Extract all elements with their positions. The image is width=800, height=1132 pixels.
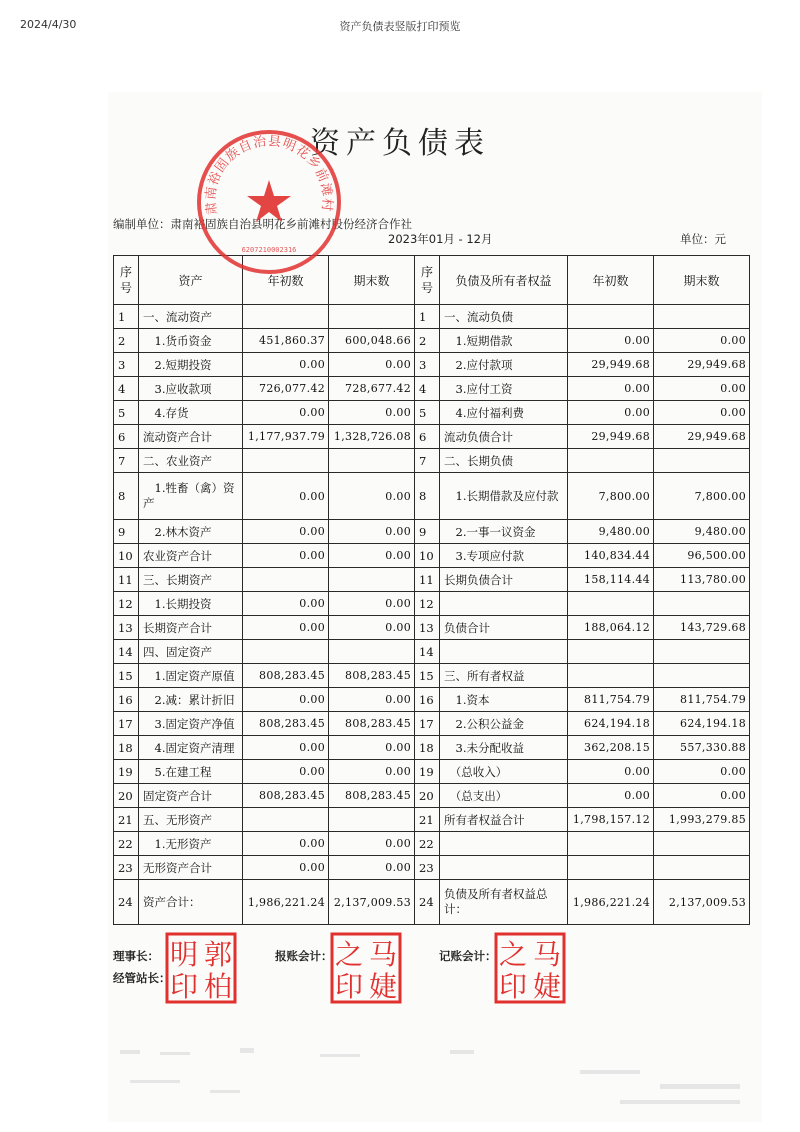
asset-end-cell: 0.00 xyxy=(329,473,415,520)
seq-cell: 24 xyxy=(114,880,139,925)
asset-name-cell: 三、长期资产 xyxy=(139,568,243,592)
table-row xyxy=(114,568,750,592)
seal-glyph: 明 xyxy=(169,938,199,971)
liability-name-cell: 流动负债合计 xyxy=(440,425,568,449)
liability-begin-cell xyxy=(568,664,654,688)
report-accountant-label: 报账会计： xyxy=(275,949,333,963)
asset-end-cell xyxy=(329,568,415,592)
seq-cell-2: 9 xyxy=(415,520,440,544)
liability-end-cell: 2,137,009.53 xyxy=(654,880,750,925)
asset-begin-cell: 808,283.45 xyxy=(243,784,329,808)
official-seal-graphic xyxy=(195,128,343,276)
liability-name-cell xyxy=(440,592,568,616)
seq-cell-2: 3 xyxy=(415,353,440,377)
liability-name-cell: 二、长期负债 xyxy=(440,449,568,473)
liability-end-cell xyxy=(654,305,750,329)
liability-begin-cell: 29,949.68 xyxy=(568,425,654,449)
asset-name-cell: 1.牲畜（禽）资产 xyxy=(139,473,243,520)
seq-cell-2: 15 xyxy=(415,664,440,688)
table-row xyxy=(114,736,750,760)
header-liabilities: 负债及所有者权益 xyxy=(440,256,568,305)
liability-begin-cell xyxy=(568,305,654,329)
liability-begin-cell xyxy=(568,640,654,664)
table-row xyxy=(114,425,750,449)
seq-cell: 15 xyxy=(114,664,139,688)
asset-name-cell: 无形资产合计 xyxy=(139,856,243,880)
liability-begin-cell: 1,798,157.12 xyxy=(568,808,654,832)
seq-cell-2: 11 xyxy=(415,568,440,592)
liability-begin-cell: 140,834.44 xyxy=(568,544,654,568)
seq-cell: 21 xyxy=(114,808,139,832)
liability-begin-cell: 0.00 xyxy=(568,784,654,808)
asset-begin-cell: 808,283.45 xyxy=(243,712,329,736)
seq-cell-2: 12 xyxy=(415,592,440,616)
liability-name-cell: 一、流动负债 xyxy=(440,305,568,329)
asset-begin-cell xyxy=(243,568,329,592)
seq-cell: 19 xyxy=(114,760,139,784)
asset-end-cell: 808,283.45 xyxy=(329,664,415,688)
seq-cell-2: 23 xyxy=(415,856,440,880)
asset-begin-cell: 0.00 xyxy=(243,688,329,712)
seq-cell: 7 xyxy=(114,449,139,473)
liability-name-cell: （总支出） xyxy=(440,784,568,808)
liability-end-cell: 624,194.18 xyxy=(654,712,750,736)
asset-end-cell: 728,677.42 xyxy=(329,377,415,401)
liability-name-cell: 3.未分配收益 xyxy=(440,736,568,760)
liability-end-cell: 7,800.00 xyxy=(654,473,750,520)
seq-cell: 1 xyxy=(114,305,139,329)
liability-name-cell: 1.长期借款及应付款 xyxy=(440,473,568,520)
asset-name-cell: 5.在建工程 xyxy=(139,760,243,784)
liability-begin-cell: 1,986,221.24 xyxy=(568,880,654,925)
seq-cell: 11 xyxy=(114,568,139,592)
asset-begin-cell: 451,860.37 xyxy=(243,329,329,353)
table-row xyxy=(114,664,750,688)
print-date: 2024/4/30 xyxy=(20,18,77,31)
asset-name-cell: 1.固定资产原值 xyxy=(139,664,243,688)
liability-begin-cell: 158,114.44 xyxy=(568,568,654,592)
table-row xyxy=(114,760,750,784)
seal-glyph: 印 xyxy=(334,970,364,1003)
seq-cell: 13 xyxy=(114,616,139,640)
liability-begin-cell: 9,480.00 xyxy=(568,520,654,544)
asset-begin-cell xyxy=(243,640,329,664)
seal-glyph: 马 xyxy=(368,938,398,971)
seq-cell: 22 xyxy=(114,832,139,856)
official-seal-text: 肃南裕固族自治县明花乡前滩村 xyxy=(203,134,335,216)
table-row xyxy=(114,856,750,880)
asset-name-cell: 2.林木资产 xyxy=(139,520,243,544)
seq-cell: 17 xyxy=(114,712,139,736)
liability-end-cell: 96,500.00 xyxy=(654,544,750,568)
header-asset: 资产 xyxy=(139,256,243,305)
bookkeeper-seal xyxy=(494,932,566,1004)
liability-end-cell: 0.00 xyxy=(654,401,750,425)
seq-cell: 6 xyxy=(114,425,139,449)
table-row xyxy=(114,544,750,568)
asset-end-cell: 0.00 xyxy=(329,353,415,377)
asset-begin-cell xyxy=(243,449,329,473)
asset-end-cell: 0.00 xyxy=(329,544,415,568)
liability-begin-cell: 0.00 xyxy=(568,377,654,401)
asset-name-cell: 资产合计： xyxy=(139,880,243,925)
document-title: 资产负债表 xyxy=(310,126,490,161)
asset-name-cell: 1.无形资产 xyxy=(139,832,243,856)
asset-name-cell: 一、流动资产 xyxy=(139,305,243,329)
seal-glyph: 印 xyxy=(498,970,528,1003)
liability-end-cell xyxy=(654,664,750,688)
table-row xyxy=(114,449,750,473)
seq-cell-2: 19 xyxy=(415,760,440,784)
liability-end-cell xyxy=(654,640,750,664)
table-row xyxy=(114,712,750,736)
liability-name-cell: 4.应付福利费 xyxy=(440,401,568,425)
print-preview-title: 资产负债表竖版打印预览 xyxy=(339,20,461,33)
liability-name-cell: 3.专项应付款 xyxy=(440,544,568,568)
liability-end-cell: 557,330.88 xyxy=(654,736,750,760)
asset-name-cell: 4.固定资产清理 xyxy=(139,736,243,760)
liability-begin-cell xyxy=(568,856,654,880)
liability-end-cell: 9,480.00 xyxy=(654,520,750,544)
liability-name-cell xyxy=(440,832,568,856)
seal-glyph: 婕 xyxy=(368,970,398,1003)
seq-cell: 10 xyxy=(114,544,139,568)
seal-graphic xyxy=(494,932,566,1004)
seal-glyph: 之 xyxy=(498,938,528,971)
asset-name-cell: 二、农业资产 xyxy=(139,449,243,473)
compiling-unit: 编制单位：肃南裕固族自治县明花乡前滩村股份经济合作社 xyxy=(113,217,412,231)
asset-begin-cell: 0.00 xyxy=(243,401,329,425)
table-row xyxy=(114,305,750,329)
asset-end-cell: 0.00 xyxy=(329,401,415,425)
asset-end-cell: 0.00 xyxy=(329,736,415,760)
seq-cell: 4 xyxy=(114,377,139,401)
liability-begin-cell: 811,754.79 xyxy=(568,688,654,712)
asset-name-cell: 1.长期投资 xyxy=(139,592,243,616)
seq-cell-2: 13 xyxy=(415,616,440,640)
seq-cell-2: 24 xyxy=(415,880,440,925)
table-row xyxy=(114,401,750,425)
table-row xyxy=(114,808,750,832)
liability-end-cell xyxy=(654,449,750,473)
liability-end-cell: 29,949.68 xyxy=(654,353,750,377)
asset-end-cell: 0.00 xyxy=(329,616,415,640)
seal-glyph: 印 xyxy=(169,970,199,1003)
seq-cell-2: 8 xyxy=(415,473,440,520)
asset-end-cell: 0.00 xyxy=(329,520,415,544)
asset-end-cell: 808,283.45 xyxy=(329,712,415,736)
liability-end-cell: 0.00 xyxy=(654,329,750,353)
asset-begin-cell: 0.00 xyxy=(243,856,329,880)
report-accountant-seal xyxy=(330,932,402,1004)
seq-cell-2: 20 xyxy=(415,784,440,808)
report-period: 2023年01月 - 12月 xyxy=(388,232,493,246)
liability-end-cell: 0.00 xyxy=(654,760,750,784)
table-row xyxy=(114,329,750,353)
seq-cell-2: 22 xyxy=(415,832,440,856)
asset-begin-cell xyxy=(243,305,329,329)
liability-name-cell: 2.应付款项 xyxy=(440,353,568,377)
seq-cell-2: 21 xyxy=(415,808,440,832)
table-row xyxy=(114,880,750,925)
seq-cell-2: 7 xyxy=(415,449,440,473)
table-row xyxy=(114,784,750,808)
asset-begin-cell: 0.00 xyxy=(243,832,329,856)
liability-name-cell: 2.一事一议资金 xyxy=(440,520,568,544)
seq-cell: 20 xyxy=(114,784,139,808)
asset-begin-cell: 0.00 xyxy=(243,592,329,616)
seal-glyph: 之 xyxy=(334,938,364,971)
asset-name-cell: 农业资产合计 xyxy=(139,544,243,568)
asset-end-cell: 600,048.66 xyxy=(329,329,415,353)
seq-cell-2: 2 xyxy=(415,329,440,353)
asset-begin-cell: 726,077.42 xyxy=(243,377,329,401)
table-row xyxy=(114,520,750,544)
seq-cell-2: 17 xyxy=(415,712,440,736)
asset-name-cell: 1.货币资金 xyxy=(139,329,243,353)
liability-begin-cell: 624,194.18 xyxy=(568,712,654,736)
asset-end-cell: 0.00 xyxy=(329,688,415,712)
asset-begin-cell: 808,283.45 xyxy=(243,664,329,688)
liability-name-cell: 1.短期借款 xyxy=(440,329,568,353)
asset-begin-cell: 0.00 xyxy=(243,616,329,640)
seq-cell: 14 xyxy=(114,640,139,664)
liability-name-cell xyxy=(440,856,568,880)
liability-name-cell xyxy=(440,640,568,664)
liability-name-cell: （总收入） xyxy=(440,760,568,784)
chairman-seal xyxy=(165,932,237,1004)
liability-begin-cell xyxy=(568,449,654,473)
asset-begin-cell: 1,177,937.79 xyxy=(243,425,329,449)
seal-glyph: 柏 xyxy=(203,970,233,1003)
seal-glyph: 郭 xyxy=(203,938,233,971)
asset-begin-cell: 0.00 xyxy=(243,520,329,544)
seq-cell-2: 10 xyxy=(415,544,440,568)
liability-begin-cell: 0.00 xyxy=(568,329,654,353)
liability-begin-cell: 7,800.00 xyxy=(568,473,654,520)
liability-name-cell: 负债及所有者权益总计： xyxy=(440,880,568,925)
liability-name-cell: 长期负债合计 xyxy=(440,568,568,592)
seq-cell: 12 xyxy=(114,592,139,616)
asset-name-cell: 五、无形资产 xyxy=(139,808,243,832)
seq-cell: 8 xyxy=(114,473,139,520)
manager-label: 经管站长： xyxy=(113,971,171,985)
table-body xyxy=(114,305,750,925)
seal-graphic xyxy=(165,932,237,1004)
liability-begin-cell: 188,064.12 xyxy=(568,616,654,640)
header-end-2: 期末数 xyxy=(654,256,750,305)
table-row xyxy=(114,832,750,856)
header-begin-2: 年初数 xyxy=(568,256,654,305)
asset-end-cell: 808,283.45 xyxy=(329,784,415,808)
seq-cell: 3 xyxy=(114,353,139,377)
seq-cell: 18 xyxy=(114,736,139,760)
asset-end-cell: 0.00 xyxy=(329,832,415,856)
liability-begin-cell: 29,949.68 xyxy=(568,353,654,377)
liability-begin-cell: 0.00 xyxy=(568,401,654,425)
table-row xyxy=(114,377,750,401)
asset-end-cell: 0.00 xyxy=(329,760,415,784)
seq-cell: 16 xyxy=(114,688,139,712)
asset-begin-cell: 0.00 xyxy=(243,736,329,760)
seq-cell-2: 18 xyxy=(415,736,440,760)
liability-name-cell: 3.应付工资 xyxy=(440,377,568,401)
asset-end-cell xyxy=(329,640,415,664)
faded-scan-marks xyxy=(120,1040,760,1120)
seq-cell-2: 6 xyxy=(415,425,440,449)
seal-glyph: 马 xyxy=(532,938,562,971)
asset-end-cell xyxy=(329,305,415,329)
liability-end-cell: 0.00 xyxy=(654,784,750,808)
table-row xyxy=(114,353,750,377)
seq-cell: 9 xyxy=(114,520,139,544)
official-seal xyxy=(195,128,343,276)
asset-begin-cell: 0.00 xyxy=(243,760,329,784)
header-end: 期末数 xyxy=(329,256,415,305)
asset-name-cell: 4.存货 xyxy=(139,401,243,425)
header-seq: 序号 xyxy=(114,256,139,305)
liability-end-cell: 811,754.79 xyxy=(654,688,750,712)
asset-name-cell: 四、固定资产 xyxy=(139,640,243,664)
asset-name-cell: 2.减：累计折旧 xyxy=(139,688,243,712)
liability-name-cell: 所有者权益合计 xyxy=(440,808,568,832)
seq-cell: 23 xyxy=(114,856,139,880)
liability-end-cell xyxy=(654,856,750,880)
asset-begin-cell: 0.00 xyxy=(243,353,329,377)
liability-begin-cell: 362,208.15 xyxy=(568,736,654,760)
asset-begin-cell xyxy=(243,808,329,832)
asset-name-cell: 3.应收款项 xyxy=(139,377,243,401)
balance-sheet-table xyxy=(113,255,750,925)
seq-cell-2: 16 xyxy=(415,688,440,712)
asset-end-cell: 2,137,009.53 xyxy=(329,880,415,925)
table-row xyxy=(114,688,750,712)
header-seq-2: 序号 xyxy=(415,256,440,305)
official-seal-number: 6207210002316 xyxy=(241,246,297,254)
seq-cell: 2 xyxy=(114,329,139,353)
seal-graphic xyxy=(330,932,402,1004)
seal-glyph: 婕 xyxy=(532,970,562,1003)
liability-name-cell: 2.公积公益金 xyxy=(440,712,568,736)
asset-name-cell: 流动资产合计 xyxy=(139,425,243,449)
asset-end-cell: 0.00 xyxy=(329,592,415,616)
asset-end-cell: 1,328,726.08 xyxy=(329,425,415,449)
asset-name-cell: 长期资产合计 xyxy=(139,616,243,640)
asset-begin-cell: 0.00 xyxy=(243,473,329,520)
seq-cell: 5 xyxy=(114,401,139,425)
asset-name-cell: 3.固定资产净值 xyxy=(139,712,243,736)
table-row xyxy=(114,592,750,616)
seq-cell-2: 1 xyxy=(415,305,440,329)
asset-begin-cell: 1,986,221.24 xyxy=(243,880,329,925)
asset-name-cell: 2.短期投资 xyxy=(139,353,243,377)
asset-end-cell xyxy=(329,449,415,473)
liability-begin-cell: 0.00 xyxy=(568,760,654,784)
liability-end-cell: 29,949.68 xyxy=(654,425,750,449)
asset-end-cell xyxy=(329,808,415,832)
liability-name-cell: 负债合计 xyxy=(440,616,568,640)
table-row xyxy=(114,616,750,640)
table-row xyxy=(114,640,750,664)
liability-begin-cell xyxy=(568,832,654,856)
liability-name-cell: 1.资本 xyxy=(440,688,568,712)
currency-unit: 单位：元 xyxy=(680,232,726,246)
liability-end-cell xyxy=(654,832,750,856)
seq-cell-2: 4 xyxy=(415,377,440,401)
asset-begin-cell: 0.00 xyxy=(243,544,329,568)
chairman-label: 理事长： xyxy=(113,949,159,963)
liability-end-cell: 113,780.00 xyxy=(654,568,750,592)
asset-end-cell: 0.00 xyxy=(329,856,415,880)
liability-end-cell: 0.00 xyxy=(654,377,750,401)
seq-cell-2: 5 xyxy=(415,401,440,425)
table-row xyxy=(114,473,750,520)
asset-name-cell: 固定资产合计 xyxy=(139,784,243,808)
bookkeeper-label: 记账会计： xyxy=(439,949,497,963)
header-begin: 年初数 xyxy=(243,256,329,305)
seq-cell-2: 14 xyxy=(415,640,440,664)
liability-end-cell: 143,729.68 xyxy=(654,616,750,640)
liability-begin-cell xyxy=(568,592,654,616)
liability-end-cell xyxy=(654,592,750,616)
liability-name-cell: 三、所有者权益 xyxy=(440,664,568,688)
liability-end-cell: 1,993,279.85 xyxy=(654,808,750,832)
